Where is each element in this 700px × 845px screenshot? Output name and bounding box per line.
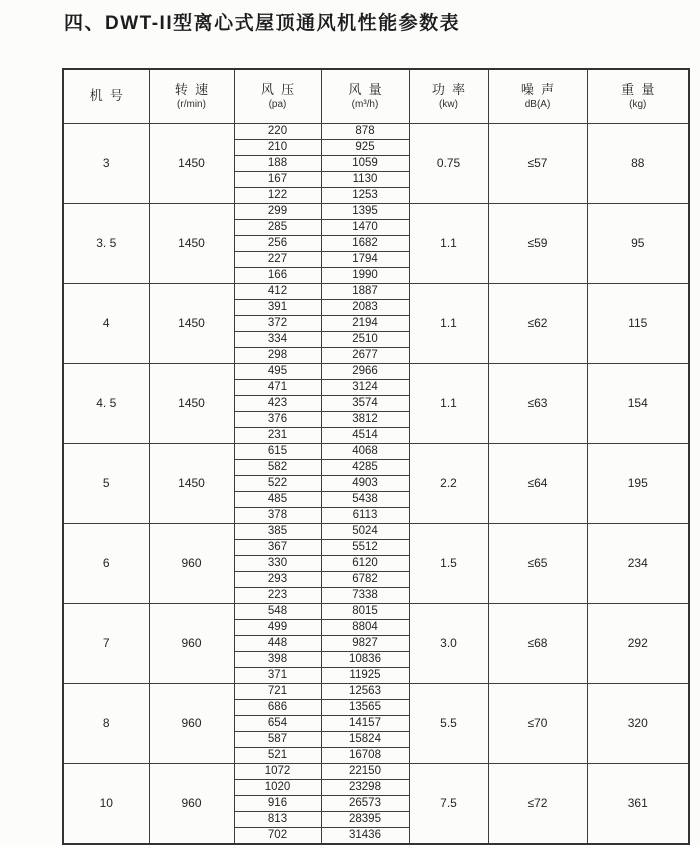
col-header-noise-unit: dB(A): [524, 99, 551, 110]
volume-cell: 12563: [321, 684, 409, 700]
col-header-pressure-label: 风 压: [260, 82, 295, 97]
pressure-cell: 330: [234, 556, 321, 572]
page-title: 四、DWT-II型离心式屋顶通风机性能参数表: [64, 13, 461, 34]
volume-cell: 1395: [321, 204, 409, 220]
volume-cell: 15824: [321, 732, 409, 748]
weight-cell: 361: [587, 764, 689, 845]
weight-cell: 115: [587, 284, 689, 364]
speed-cell: 960: [149, 684, 234, 764]
table-row: [63, 684, 689, 700]
noise-cell: ≤62: [488, 284, 587, 364]
model-cell: 4: [63, 284, 149, 364]
pressure-cell: 223: [234, 588, 321, 604]
model-cell: 7: [63, 604, 149, 684]
pressure-cell: 378: [234, 508, 321, 524]
volume-cell: 14157: [321, 716, 409, 732]
volume-cell: 7338: [321, 588, 409, 604]
power-cell: 7.5: [409, 764, 488, 845]
col-header-model-label: 机 号: [89, 88, 123, 103]
pressure-cell: 423: [234, 396, 321, 412]
power-cell: 1.1: [409, 364, 488, 444]
pressure-cell: 702: [234, 828, 321, 845]
weight-cell: 195: [587, 444, 689, 524]
col-header-power-label: 功 率: [431, 82, 466, 97]
pressure-cell: 285: [234, 220, 321, 236]
pressure-cell: 916: [234, 796, 321, 812]
speed-cell: 960: [149, 604, 234, 684]
pressure-cell: 220: [234, 124, 321, 140]
weight-cell: 95: [587, 204, 689, 284]
pressure-cell: 166: [234, 268, 321, 284]
weight-cell: 292: [587, 604, 689, 684]
volume-cell: 5512: [321, 540, 409, 556]
volume-cell: 2966: [321, 364, 409, 380]
table-row: [63, 764, 689, 780]
table-row: [63, 204, 689, 220]
pressure-cell: 1072: [234, 764, 321, 780]
col-header-speed-unit: (r/min): [177, 99, 206, 110]
header-row: [63, 69, 689, 124]
table-row: [63, 284, 689, 300]
noise-cell: ≤65: [488, 524, 587, 604]
pressure-cell: 334: [234, 332, 321, 348]
pressure-cell: 256: [234, 236, 321, 252]
volume-cell: 1059: [321, 156, 409, 172]
pressure-cell: 495: [234, 364, 321, 380]
volume-cell: 26573: [321, 796, 409, 812]
pressure-cell: 654: [234, 716, 321, 732]
model-cell: 10: [63, 764, 149, 845]
pressure-cell: 499: [234, 620, 321, 636]
pressure-cell: 721: [234, 684, 321, 700]
pressure-cell: 367: [234, 540, 321, 556]
pressure-cell: 188: [234, 156, 321, 172]
col-header-noise: [488, 69, 587, 124]
volume-cell: 1887: [321, 284, 409, 300]
power-cell: 1.1: [409, 284, 488, 364]
pressure-cell: 231: [234, 428, 321, 444]
speed-cell: 1450: [149, 124, 234, 204]
power-cell: 3.0: [409, 604, 488, 684]
model-cell: 3: [63, 124, 149, 204]
pressure-cell: 471: [234, 380, 321, 396]
pressure-cell: 122: [234, 188, 321, 204]
performance-table: [62, 68, 690, 845]
noise-cell: ≤59: [488, 204, 587, 284]
pressure-cell: 210: [234, 140, 321, 156]
pressure-cell: 398: [234, 652, 321, 668]
col-header-power-unit: (kw): [439, 99, 458, 110]
col-header-model: [63, 69, 149, 124]
model-cell: 4. 5: [63, 364, 149, 444]
pressure-cell: 227: [234, 252, 321, 268]
volume-cell: 1253: [321, 188, 409, 204]
pressure-cell: 298: [234, 348, 321, 364]
pressure-cell: 548: [234, 604, 321, 620]
volume-cell: 5024: [321, 524, 409, 540]
speed-cell: 960: [149, 764, 234, 845]
volume-cell: 3124: [321, 380, 409, 396]
pressure-cell: 293: [234, 572, 321, 588]
col-header-volume-label: 风 量: [348, 82, 382, 97]
col-header-speed-label: 转 速: [174, 82, 209, 97]
volume-cell: 1990: [321, 268, 409, 284]
col-header-weight: [587, 69, 689, 124]
volume-cell: 1470: [321, 220, 409, 236]
volume-cell: 16708: [321, 748, 409, 764]
volume-cell: 4514: [321, 428, 409, 444]
weight-cell: 234: [587, 524, 689, 604]
pressure-cell: 615: [234, 444, 321, 460]
pressure-cell: 587: [234, 732, 321, 748]
col-header-weight-unit: (kg): [629, 99, 647, 110]
noise-cell: ≤72: [488, 764, 587, 845]
pressure-cell: 582: [234, 460, 321, 476]
speed-cell: 1450: [149, 284, 234, 364]
pressure-cell: 813: [234, 812, 321, 828]
volume-cell: 11925: [321, 668, 409, 684]
volume-cell: 6782: [321, 572, 409, 588]
volume-cell: 3812: [321, 412, 409, 428]
power-cell: 5.5: [409, 684, 488, 764]
pressure-cell: 485: [234, 492, 321, 508]
pressure-cell: 372: [234, 316, 321, 332]
table-header: [63, 69, 689, 124]
noise-cell: ≤63: [488, 364, 587, 444]
speed-cell: 1450: [149, 444, 234, 524]
noise-cell: ≤64: [488, 444, 587, 524]
volume-cell: 925: [321, 140, 409, 156]
pressure-cell: 385: [234, 524, 321, 540]
volume-cell: 10836: [321, 652, 409, 668]
table-row: [63, 604, 689, 620]
volume-cell: 8015: [321, 604, 409, 620]
pressure-cell: 167: [234, 172, 321, 188]
volume-cell: 23298: [321, 780, 409, 796]
noise-cell: ≤68: [488, 604, 587, 684]
col-header-pressure: [234, 69, 321, 124]
speed-cell: 1450: [149, 364, 234, 444]
power-cell: 1.1: [409, 204, 488, 284]
table-body: [63, 124, 689, 845]
pressure-cell: 376: [234, 412, 321, 428]
volume-cell: 4068: [321, 444, 409, 460]
table-row: [63, 444, 689, 460]
volume-cell: 2677: [321, 348, 409, 364]
volume-cell: 2083: [321, 300, 409, 316]
col-header-speed: [149, 69, 234, 124]
volume-cell: 4285: [321, 460, 409, 476]
col-header-noise-label: 噪 声: [520, 82, 555, 97]
volume-cell: 22150: [321, 764, 409, 780]
weight-cell: 88: [587, 124, 689, 204]
volume-cell: 13565: [321, 700, 409, 716]
col-header-volume: [321, 69, 409, 124]
pressure-cell: 521: [234, 748, 321, 764]
table-row: [63, 524, 689, 540]
volume-cell: 1682: [321, 236, 409, 252]
noise-cell: ≤70: [488, 684, 587, 764]
pressure-cell: 371: [234, 668, 321, 684]
power-cell: 1.5: [409, 524, 488, 604]
volume-cell: 6113: [321, 508, 409, 524]
weight-cell: 320: [587, 684, 689, 764]
volume-cell: 9827: [321, 636, 409, 652]
volume-cell: 31436: [321, 828, 409, 845]
table-row: [63, 124, 689, 140]
pressure-cell: 1020: [234, 780, 321, 796]
power-cell: 2.2: [409, 444, 488, 524]
volume-cell: 5438: [321, 492, 409, 508]
col-header-volume-unit: (m³/h): [351, 99, 379, 110]
pressure-cell: 522: [234, 476, 321, 492]
volume-cell: 2510: [321, 332, 409, 348]
volume-cell: 4903: [321, 476, 409, 492]
weight-cell: 154: [587, 364, 689, 444]
model-cell: 3. 5: [63, 204, 149, 284]
volume-cell: 3574: [321, 396, 409, 412]
volume-cell: 2194: [321, 316, 409, 332]
model-cell: 5: [63, 444, 149, 524]
volume-cell: 28395: [321, 812, 409, 828]
volume-cell: 1130: [321, 172, 409, 188]
noise-cell: ≤57: [488, 124, 587, 204]
model-cell: 6: [63, 524, 149, 604]
col-header-pressure-unit: (pa): [268, 99, 287, 110]
volume-cell: 8804: [321, 620, 409, 636]
pressure-cell: 448: [234, 636, 321, 652]
volume-cell: 6120: [321, 556, 409, 572]
pressure-cell: 391: [234, 300, 321, 316]
model-cell: 8: [63, 684, 149, 764]
volume-cell: 878: [321, 124, 409, 140]
pressure-cell: 686: [234, 700, 321, 716]
power-cell: 0.75: [409, 124, 488, 204]
speed-cell: 960: [149, 524, 234, 604]
col-header-weight-label: 重 量: [621, 82, 655, 97]
table-row: [63, 364, 689, 380]
pressure-cell: 412: [234, 284, 321, 300]
volume-cell: 1794: [321, 252, 409, 268]
speed-cell: 1450: [149, 204, 234, 284]
col-header-power: [409, 69, 488, 124]
pressure-cell: 299: [234, 204, 321, 220]
